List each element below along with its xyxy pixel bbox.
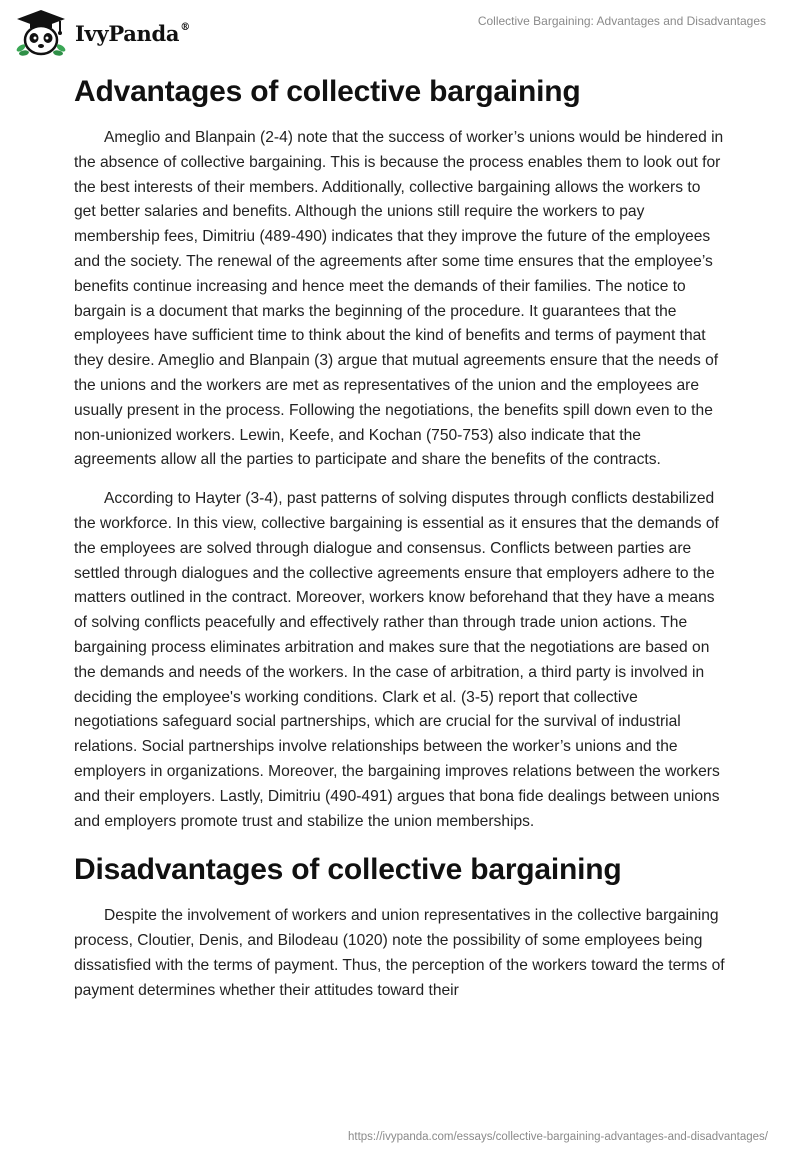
paragraph: According to Hayter (3-4), past patterns of solving disputes through conflicts destabilized the workforce. In this view, collective bargaining is essential as it ensures that the demands of the employees are solved through dialogue and consensus. Conflicts between parties are settled through dialogues and the collective agreements ensure that employers adhere to the matters outlined in the contract. Moreover, workers know beforehand that they have a means of solving conflicts peacefully and effectively rather than through trade union actions. The bargaining process eliminates arbitration and makes sure that the negotiations are based on the demands and needs of the workers. In the case of arbitration, a third party is involved in deciding the employee's working conditions. Clark et al. (3-5) report that collective negotiations safeguard social partnerships, which are crucial for the survival of industrial relations. Social partnerships involve relationships between the worker’s unions and the employers in organizations. Moreover, the bargaining improves relations between the workers and their employers. Lastly, Dimitriu (490-491) argues that bona fide dealings between unions and employers promote trust and stabilize the union memberships. — [74, 490, 720, 830]
section-heading-disadvantages: Disadvantages of collective bargaining — [74, 853, 622, 887]
essay-body — [74, 70, 726, 1018]
brand-name: IvyPanda® — [75, 20, 190, 46]
section-heading-advantages: Advantages of collective bargaining — [74, 75, 581, 108]
ivypanda-logo[interactable] — [13, 8, 190, 58]
source-url[interactable]: https://ivypanda.com/essays/collective-bargaining-advantages-and-disadvantages/ — [348, 1131, 768, 1143]
page-header — [0, 0, 800, 64]
paragraph: Ameglio and Blanpain (2-4) note that the success of worker’s unions would be hindered in the absence of collective bargaining. This is because the process enables them to look out for the best interests of their members. Additionally, collective bargaining allows the workers to get better salaries and benefits. Although the unions still require the workers to pay membership fees, Dimitriu (489-490) indicates that they improve the future of the employees and the society. The renewal of the agreements after some time ensures that the employee’s benefits continue increasing and hence meet the demands of their families. The notice to bargain is a document that marks the beginning of the procedure. It guarantees that the employees have sufficient time to think about the kind of benefits and terms of payment that they desire. Ameglio and Blanpain (3) argue that mutual agreements ensure that the needs of the unions and the workers are met as representatives of the union and the employees are usually present in the process. Following the negotiations, the benefits spill down even to the non-unionized workers. Lewin, Keefe, and Kochan (750-753) also indicate that the agreements allow all the parties to participate and share the benefits of the contracts. — [74, 129, 724, 469]
document-title: Collective Bargaining: Advantages and Disadvantages — [477, 14, 766, 28]
panda-graduation-cap-icon — [13, 8, 69, 58]
paragraph: Despite the involvement of workers and union representatives in the collective bargaining process, Cloutier, Denis, and Bilodeau (1020) note the possibility of some employees being dissatisfied with the terms of payment. Thus, the perception of the workers toward the terms of payment determines whether their attitudes toward their — [74, 907, 725, 999]
